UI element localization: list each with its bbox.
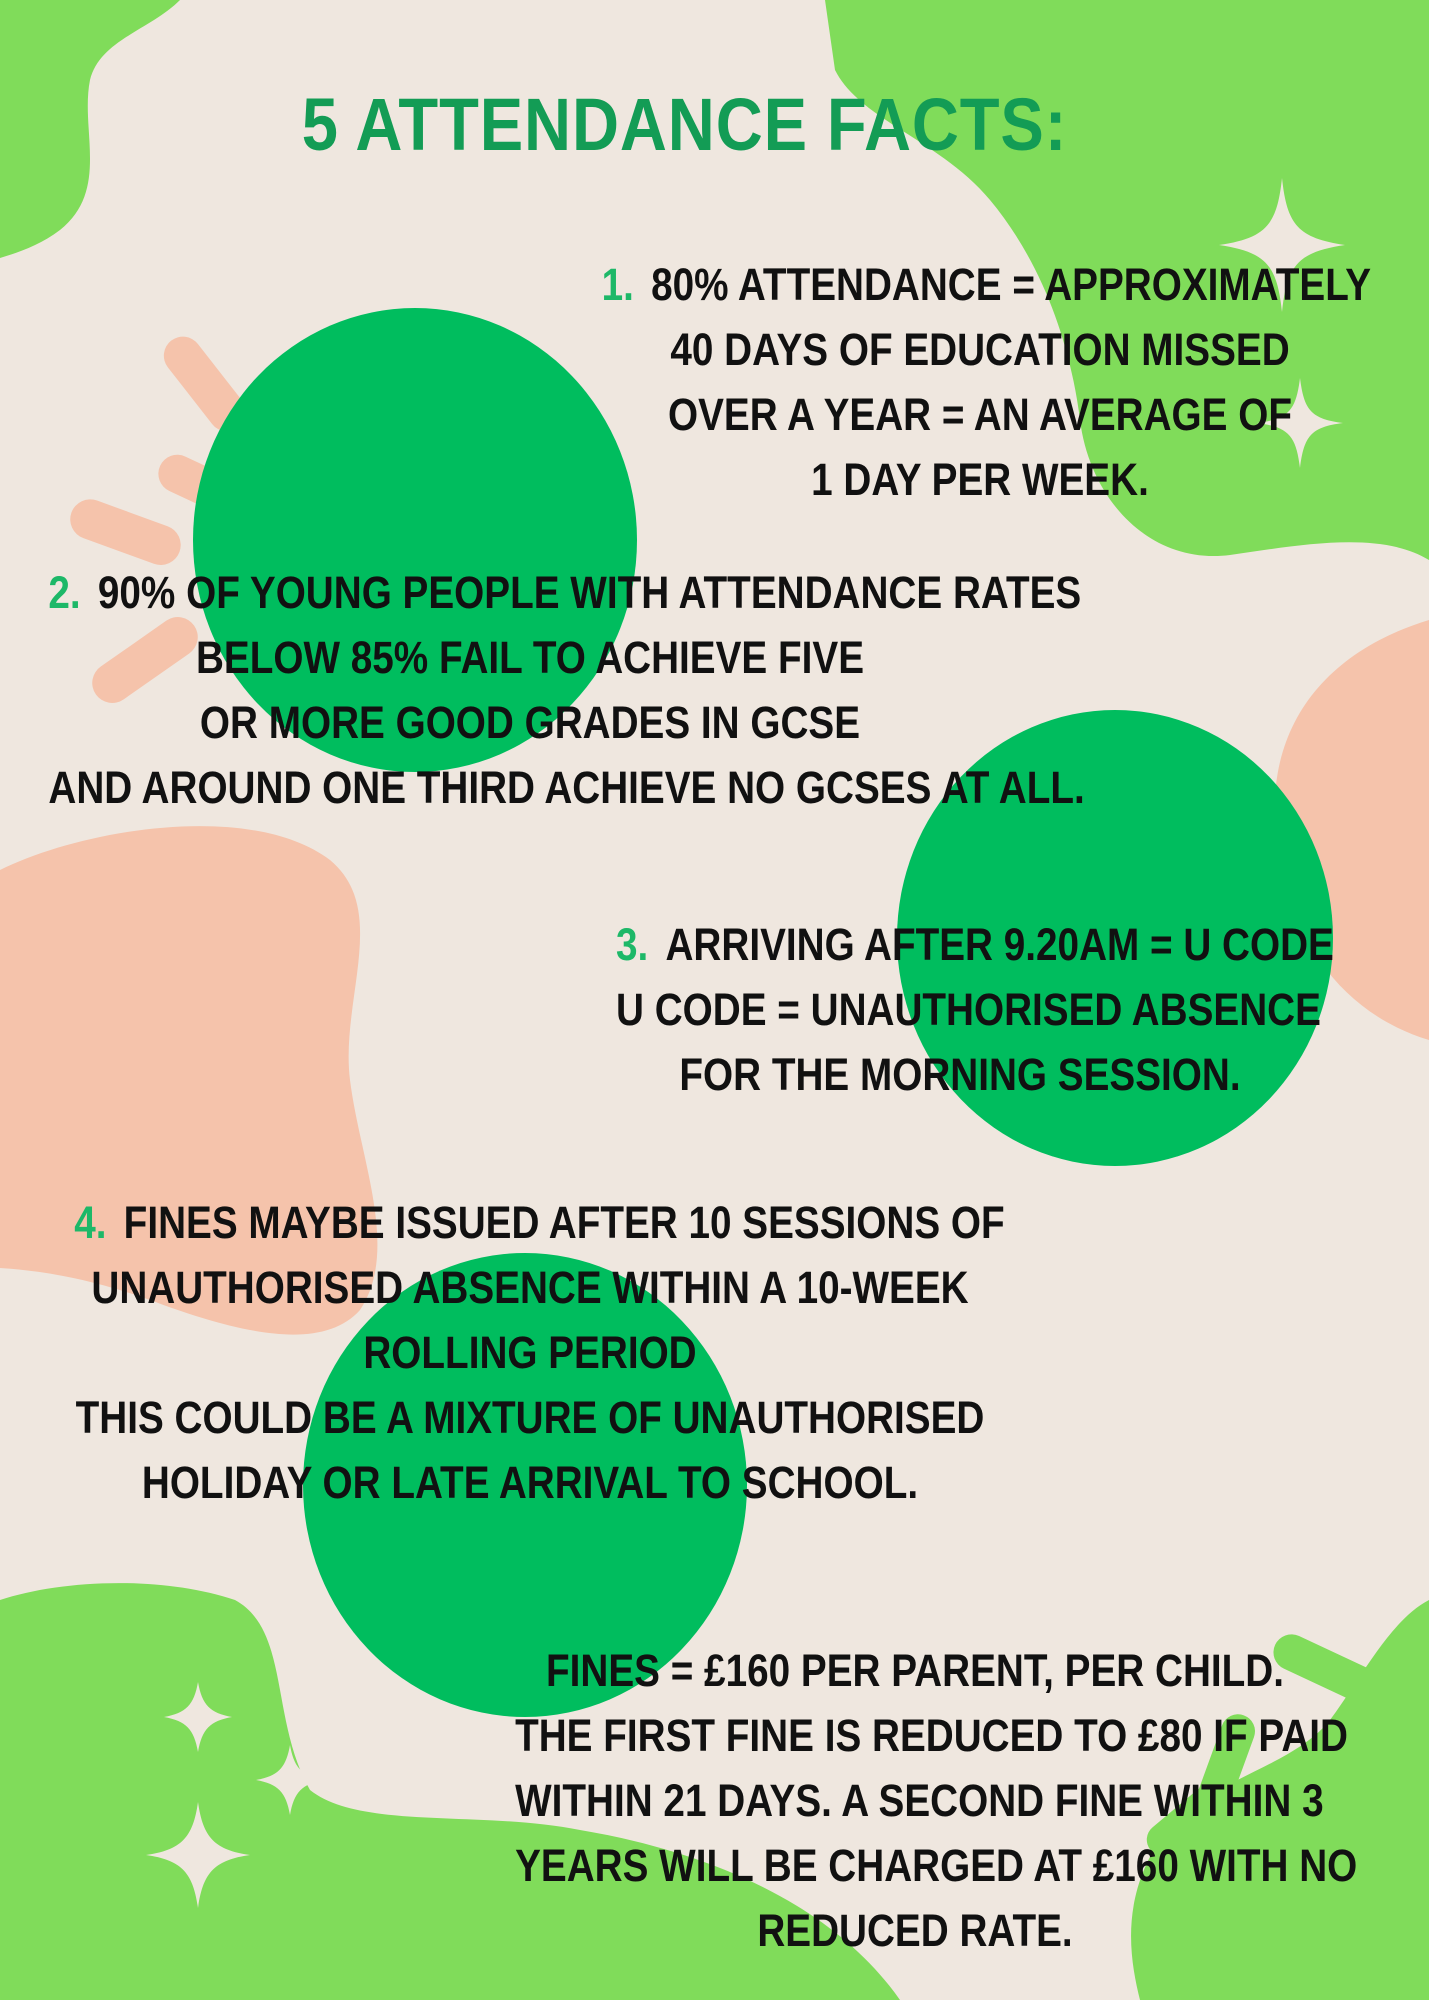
fact-1-first-line: 1. 80% ATTENDANCE = APPROXIMATELY bbox=[601, 259, 1372, 310]
fact-2-line: AND AROUND ONE THIRD ACHIEVE NO GCSES AT ALL. bbox=[48, 762, 1085, 813]
fact-3-line: FOR THE MORNING SESSION. bbox=[679, 1049, 1241, 1100]
fact-3-first-line: 3. ARRIVING AFTER 9.20AM = U CODE bbox=[616, 919, 1334, 970]
fact-1-line: OVER A YEAR = AN AVERAGE OF bbox=[668, 389, 1292, 440]
fines-line: YEARS WILL BE CHARGED AT £160 WITH NO bbox=[515, 1840, 1358, 1891]
fines-line: WITHIN 21 DAYS. A SECOND FINE WITHIN 3 bbox=[515, 1775, 1324, 1826]
fact-4-number: 4. bbox=[74, 1197, 107, 1248]
fact-4-first-line: 4. FINES MAYBE ISSUED AFTER 10 SESSIONS OF bbox=[74, 1197, 1005, 1248]
fact-2 bbox=[0, 560, 1090, 820]
fact-2-first-line: 2. 90% OF YOUNG PEOPLE WITH ATTENDANCE RATES bbox=[48, 567, 1082, 618]
fact-1-number: 1. bbox=[601, 259, 634, 310]
fact-1-line: 1 DAY PER WEEK. bbox=[811, 454, 1149, 505]
fines-line: FINES = £160 PER PARENT, PER CHILD. bbox=[545, 1645, 1285, 1696]
fact-3 bbox=[560, 912, 1360, 1107]
fact-2-number: 2. bbox=[48, 567, 81, 618]
fines-line: REDUCED RATE. bbox=[757, 1905, 1073, 1956]
fact-3-line: U CODE = UNAUTHORISED ABSENCE bbox=[616, 984, 1321, 1035]
fact-4-line: UNAUTHORISED ABSENCE WITHIN A 10-WEEK bbox=[91, 1262, 969, 1313]
fact-3-number: 3. bbox=[616, 919, 649, 970]
fines-info bbox=[450, 1638, 1380, 1963]
page-title: 5 ATTENDANCE FACTS: bbox=[301, 83, 1068, 166]
fact-4-line: THIS COULD BE A MIXTURE OF UNAUTHORISED bbox=[75, 1392, 985, 1443]
fact-1-line: 40 DAYS OF EDUCATION MISSED bbox=[670, 324, 1290, 375]
fact-4-line: HOLIDAY OR LATE ARRIVAL TO SCHOOL. bbox=[141, 1457, 919, 1508]
fact-4-line: ROLLING PERIOD bbox=[363, 1327, 697, 1378]
fact-2-line: OR MORE GOOD GRADES IN GCSE bbox=[199, 697, 861, 748]
fines-line: THE FIRST FINE IS REDUCED TO £80 IF PAID bbox=[515, 1710, 1348, 1761]
fact-4 bbox=[0, 1190, 1060, 1515]
fact-2-line: BELOW 85% FAIL TO ACHIEVE FIVE bbox=[195, 632, 865, 683]
fact-1 bbox=[540, 252, 1420, 512]
